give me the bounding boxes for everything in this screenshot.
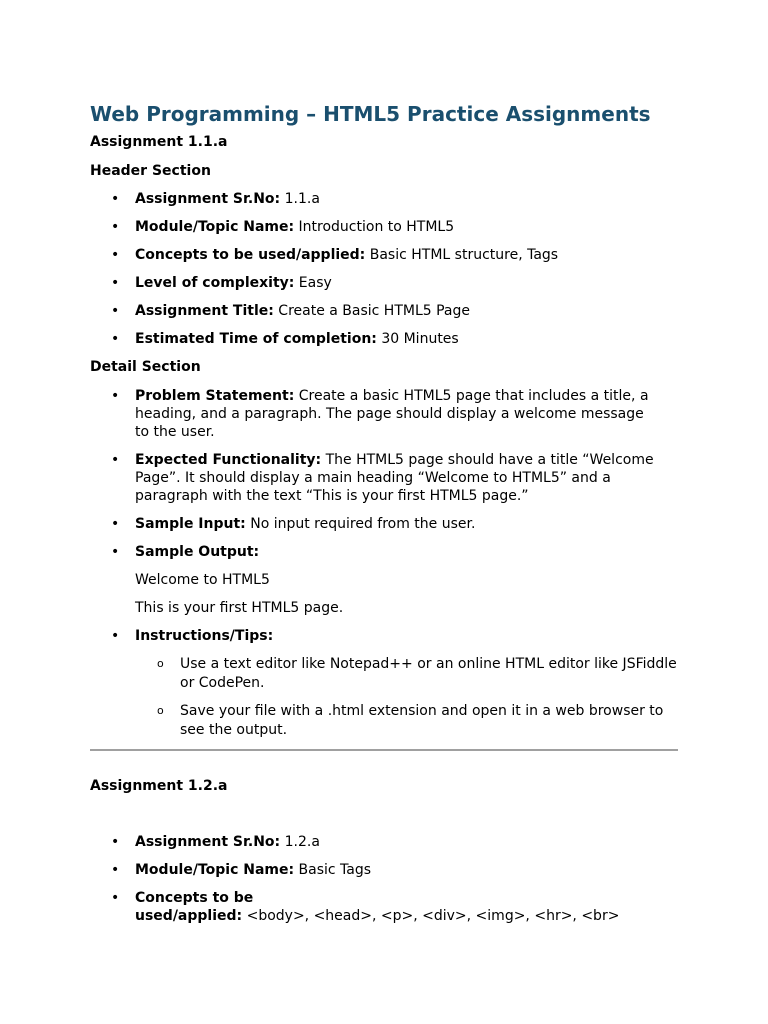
item-value: Basic Tags <box>294 862 372 878</box>
detail-items-list <box>90 451 660 505</box>
sample-output <box>90 543 678 561</box>
item-label: used/applied: <box>135 908 243 924</box>
detail-section-label: Detail Section <box>90 359 201 375</box>
item-label: Assignment Sr.No: <box>135 191 281 207</box>
assignment-heading: Assignment 1.1.a <box>90 134 228 150</box>
item-label: Problem Statement: <box>135 388 295 404</box>
sample-input <box>90 515 678 533</box>
item-label: Expected Functionality: <box>135 452 322 468</box>
item-label: Sample Output: <box>135 544 260 560</box>
item-value: Create a Basic HTML5 Page <box>273 303 471 319</box>
detail-items-list <box>90 387 660 441</box>
tip-item: o Use a text editor like Notepad++ or an online HTML editor like JSFiddle or CodePen. <box>90 655 678 692</box>
header-items-list <box>90 190 678 348</box>
instructions-list <box>90 627 678 645</box>
sample-output-line: Welcome to HTML5 <box>135 572 270 588</box>
assignment-heading: Assignment 1.2.a <box>90 778 228 794</box>
item-label: Concepts to be used/applied: <box>135 247 366 263</box>
list-item <box>90 218 678 236</box>
item-label: Assignment Sr.No: <box>135 834 281 850</box>
tips-list <box>90 655 678 739</box>
horizontal-divider <box>90 749 678 751</box>
list-item <box>90 889 678 925</box>
page-title: Web Programming – HTML5 Practice Assignments <box>90 102 651 126</box>
item-label: Concepts to be <box>135 890 254 906</box>
list-item <box>90 861 678 879</box>
detail-items-list <box>90 515 678 561</box>
item-label: Instructions/Tips: <box>135 628 274 644</box>
list-item <box>90 330 678 348</box>
header-section-label: Header Section <box>90 163 211 179</box>
item-value: Introduction to HTML5 <box>294 219 455 235</box>
item-value: Create a basic HTML5 page that includes a title, a heading, and a paragraph. The page should display a welcome message to the user. <box>135 388 649 440</box>
item-label: Estimated Time of completion: <box>135 331 377 347</box>
item-label: Module/Topic Name: <box>135 862 295 878</box>
item-label: Sample Input: <box>135 516 246 532</box>
list-item <box>90 302 678 320</box>
item-value: Easy <box>294 275 332 291</box>
list-item <box>90 246 678 264</box>
problem-statement <box>90 387 660 441</box>
list-item <box>90 833 678 851</box>
list-item <box>90 190 678 208</box>
item-label: Assignment Title: <box>135 303 274 319</box>
tip-item: o Save your file with a .html extension and open it in a web browser to see the output. <box>90 702 678 739</box>
item-value: 1.1.a <box>280 191 320 207</box>
list-item <box>90 274 678 292</box>
item-value: Basic HTML structure, Tags <box>365 247 559 263</box>
item-value: <body>, <head>, <p>, <div>, <img>, <hr>, <br> <box>242 908 620 924</box>
item-value: 30 Minutes <box>376 331 459 347</box>
sample-output-line: This is your first HTML5 page. <box>135 600 344 616</box>
expected-functionality <box>90 451 660 505</box>
item-value: 1.2.a <box>280 834 320 850</box>
item-value: No input required from the user. <box>245 516 476 532</box>
item-label: Module/Topic Name: <box>135 219 295 235</box>
header-items-list <box>90 833 678 925</box>
item-label: Level of complexity: <box>135 275 295 291</box>
item-value: The HTML5 page should have a title “Welcome Page”. It should display a main heading “Welcome to HTML5” and a paragraph with the text “This is your first HTML5 page.” <box>135 452 654 504</box>
instructions-tips <box>90 627 678 645</box>
